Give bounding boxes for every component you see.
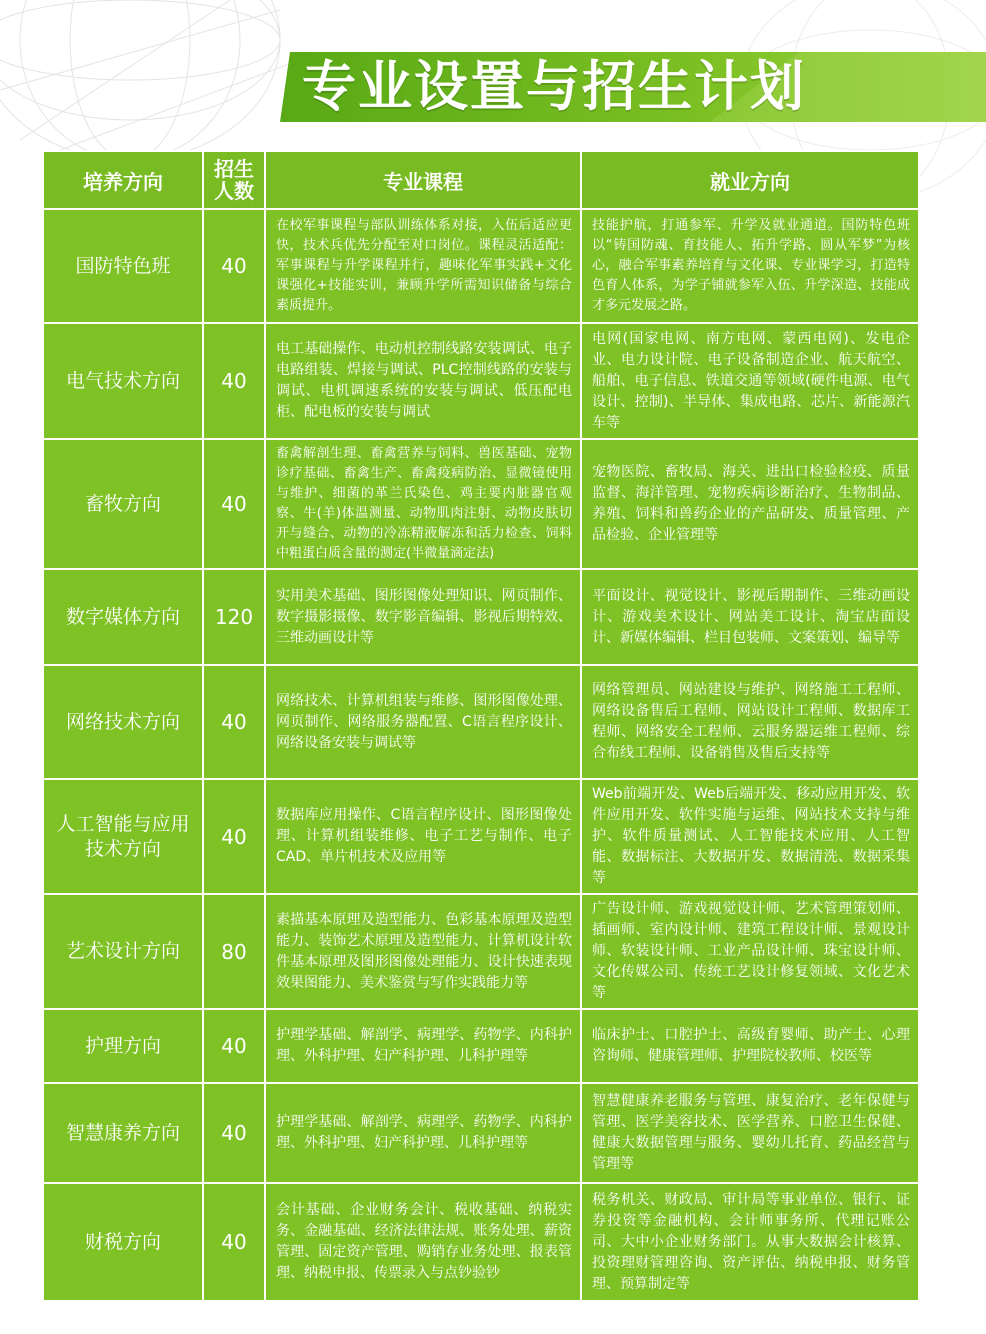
table-row [43,779,919,894]
row-count: 40 [203,1183,265,1301]
row-employment: 电网(国家电网、南方电网、蒙西电网)、发电企业、电力设计院、电子设备制造企业、航天航空、船舶、电子信息、铁道交通等领域(硬件电源、电气设计、控制)、半导体、集成电路、芯片、新能源汽车等 [581,323,919,439]
row-direction: 财税方向 [43,1183,203,1301]
row-employment: 智慧健康养老服务与管理、康复治疗、老年保健与管理、医学美容技术、医学营养、口腔卫生保健、健康大数据管理与服务、婴幼儿托育、药品经营与管理等 [581,1083,919,1183]
table-row [43,1009,919,1083]
row-count: 40 [203,323,265,439]
row-count: 40 [203,1009,265,1083]
table-row [43,439,919,569]
table-row [43,1183,919,1301]
row-count: 40 [203,1083,265,1183]
header-courses: 专业课程 [265,151,581,209]
row-courses: 在校军事课程与部队训练体系对接，入伍后适应更快，技术兵优先分配至对口岗位。课程灵活适配：军事课程与升学课程并行，趣味化军事实践+文化课强化+技能实训，兼顾升学所需知识储备与综合素质提升。 [265,209,581,323]
row-direction: 电气技术方向 [43,323,203,439]
table-row [43,665,919,779]
row-courses: 护理学基础、解剖学、病理学、药物学、内科护理、外科护理、妇产科护理、儿科护理等 [265,1083,581,1183]
table-header-row [43,151,919,209]
row-direction: 畜牧方向 [43,439,203,569]
table-row [43,209,919,323]
header-direction: 培养方向 [43,151,203,209]
row-count: 120 [203,569,265,665]
row-employment: 广告设计师、游戏视觉设计师、艺术管理策划师、插画师、室内设计师、建筑工程设计师、景观设计师、软装设计师、工业产品设计师、珠宝设计师、文化传媒公司、传统工艺设计修复领域、文化艺术等 [581,894,919,1009]
header-count-line1: 招生 [214,157,254,181]
row-direction: 智慧康养方向 [43,1083,203,1183]
header-employment: 就业方向 [581,151,919,209]
row-direction: 国防特色班 [43,209,203,323]
row-count: 80 [203,894,265,1009]
row-employment: 临床护士、口腔护士、高级育婴师、助产士、心理咨询师、健康管理师、护理院校教师、校医等 [581,1009,919,1083]
row-count: 40 [203,665,265,779]
row-courses: 网络技术、计算机组装与维修、图形图像处理、网页制作、网络服务器配置、C语言程序设计、网络设备安装与调试等 [265,665,581,779]
row-direction: 护理方向 [43,1009,203,1083]
row-employment: 技能护航，打通参军、升学及就业通道。国防特色班以“铸国防魂、育技能人、拓升学路、圆从军梦”为核心，融合军事素养培育与文化课、专业课学习，打造特色育人体系，为学子铺就参军入伍、升学深造、技能成才多元发展之路。 [581,209,919,323]
row-direction: 人工智能与应用技术方向 [43,779,203,894]
row-direction: 网络技术方向 [43,665,203,779]
row-direction: 数字媒体方向 [43,569,203,665]
row-courses: 电工基础操作、电动机控制线路安装调试、电子电路组装、焊接与调试、PLC控制线路的安装与调试、电机调速系统的安装与调试、低压配电柜、配电板的安装与调试 [265,323,581,439]
enrollment-table [42,150,920,1302]
table-row [43,1083,919,1183]
row-courses: 护理学基础、解剖学、病理学、药物学、内科护理、外科护理、妇产科护理、儿科护理等 [265,1009,581,1083]
row-count: 40 [203,209,265,323]
row-count: 40 [203,439,265,569]
row-courses: 畜禽解剖生理、畜禽营养与饲料、兽医基础、宠物诊疗基础、畜禽生产、畜禽疫病防治、显微镜使用与维护、细菌的革兰氏染色、鸡主要内脏器官观察、牛(羊)体温测量、动物肌肉注射、动物皮肤切开与缝合、动物的冷冻精液解冻和活力检查、饲料中粗蛋白质含量的测定(半微量滴定法) [265,439,581,569]
row-employment: 宠物医院、畜牧局、海关、进出口检验检疫、质量监督、海洋管理、宠物疾病诊断治疗、生物制品、养殖、饲料和兽药企业的产品研发、质量管理、产品检验、企业管理等 [581,439,919,569]
row-employment: Web前端开发、Web后端开发、移动应用开发、软件应用开发、软件实施与运维、网站技术支持与维护、软件质量测试、人工智能技术应用、人工智能、数据标注、大数据开发、数据清洗、数据采集等 [581,779,919,894]
row-courses: 实用美术基础、图形图像处理知识、网页制作、数字摄影摄像、数字影音编辑、影视后期特效、三维动画设计等 [265,569,581,665]
row-employment: 平面设计、视觉设计、影视后期制作、三维动画设计、游戏美术设计、网站美工设计、淘宝店面设计、新媒体编辑、栏目包装师、文案策划、编导等 [581,569,919,665]
title-banner [280,52,986,122]
table-row [43,894,919,1009]
row-employment: 税务机关、财政局、审计局等事业单位、银行、证券投资等金融机构、会计师事务所、代理记账公司、大中小企业财务部门。从事大数据会计核算、投资理财管理咨询、资产评估、纳税申报、财务管理、预算制定等 [581,1183,919,1301]
row-count: 40 [203,779,265,894]
row-courses: 数据库应用操作、C语言程序设计、图形图像处理、计算机组装维修、电子工艺与制作、电子CAD、单片机技术及应用等 [265,779,581,894]
row-direction: 艺术设计方向 [43,894,203,1009]
table-row [43,569,919,665]
table-row [43,323,919,439]
header-count [203,151,265,209]
enrollment-table-container [42,150,918,1302]
row-courses: 素描基本原理及造型能力、色彩基本原理及造型能力、装饰艺术原理及造型能力、计算机设计软件基本原理及图形图像处理能力、设计快速表现效果图能力、美术鉴赏与写作实践能力等 [265,894,581,1009]
header-count-line2: 人数 [214,179,254,203]
page-title: 专业设置与招生计划 [302,55,806,118]
row-employment: 网络管理员、网站建设与维护、网络施工工程师、网络设备售后工程师、网站设计工程师、数据库工程师、网络安全工程师、云服务器运维工程师、综合布线工程师、设备销售及售后支持等 [581,665,919,779]
row-courses: 会计基础、企业财务会计、税收基础、纳税实务、金融基础、经济法律法规、账务处理、薪资管理、固定资产管理、购销存业务处理、报表管理、纳税申报、传票录入与点钞验钞 [265,1183,581,1301]
